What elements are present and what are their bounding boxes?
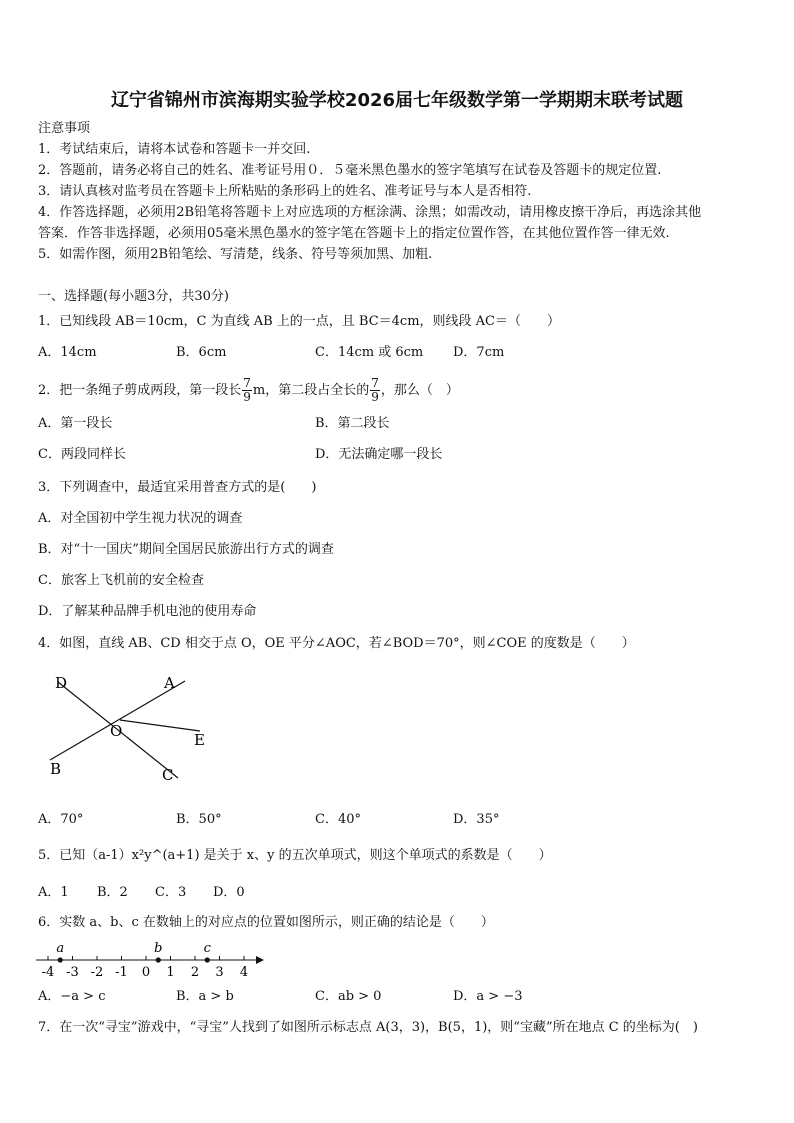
point-c	[205, 957, 210, 962]
section-heading: 一、选择题(每小题3分，共30分)	[38, 289, 229, 304]
q5-option-b[interactable]: B．2	[97, 885, 128, 900]
q4-option-b[interactable]: B．50°	[176, 812, 222, 827]
ray-oe	[120, 720, 200, 731]
point-label-a: a	[56, 941, 65, 956]
axis-tick-label: -1	[115, 965, 128, 980]
q4-option-d[interactable]: D．35°	[453, 812, 500, 827]
note-item: 答案．作答非选择题，必须用05毫米黑色墨水的签字笔在答题卡上的指定位置作答，在其他位置作答一律无效.	[38, 226, 670, 241]
label-b: B	[50, 760, 62, 778]
question-3: 3．下列调查中，最适宜采用普查方式的是( )	[38, 480, 317, 495]
q3-option-c[interactable]: C．旅客上飞机前的安全检查	[38, 573, 204, 588]
q2-option-c[interactable]: C．两段同样长	[38, 447, 126, 462]
note-item: 4．作答选择题，必须用2B铅笔将答题卡上对应选项的方框涂满、涂黑；如需改动，请用橡皮擦干净后，再选涂其他	[38, 205, 702, 220]
q2-text-pre: 2．把一条绳子剪成两段，第一段长	[38, 383, 242, 398]
label-e: E	[194, 731, 205, 749]
q2-fraction-2	[370, 377, 380, 404]
q2-text-mid: m，第二段占全长的	[252, 383, 370, 398]
point-a	[58, 957, 63, 962]
label-a: A	[164, 674, 175, 692]
axis-tick-label: 3	[215, 965, 224, 980]
question-4: 4．如图，直线 AB、CD 相交于点 O，OE 平分∠AOC，若∠BOD＝70°，则∠COE 的度数是（ ）	[38, 636, 635, 651]
q5-option-c[interactable]: C．3	[155, 885, 187, 900]
axis-tick-label: -4	[41, 965, 55, 980]
question-5: 5．已知（a-1）x²y^(a+1) 是关于 x、y 的五次单项式，则这个单项式的系数是（ ）	[38, 848, 552, 863]
q2-option-a[interactable]: A．第一段长	[38, 416, 113, 431]
notes-heading: 注意事项	[38, 121, 91, 136]
q6-option-b[interactable]: B．a > b	[176, 989, 234, 1004]
note-item: 5．如需作图，须用2B铅笔绘、写清楚，线条、符号等须加黑、加粗.	[38, 247, 433, 262]
axis-tick-label: 4	[239, 965, 249, 980]
q5-option-d[interactable]: D．0	[213, 885, 245, 900]
point-label-c: c	[203, 941, 211, 956]
q2-frac1-den: 9	[243, 390, 251, 404]
q4-figure	[40, 668, 230, 786]
q2-frac1-num: 7	[243, 376, 251, 390]
question-7: 7．在一次“寻宝”游戏中，“寻宝”人找到了如图所示标志点 A(3，3)，B(5，1)，则“宝藏”所在地点 C 的坐标为( )	[38, 1020, 698, 1035]
axis-tick-label: -3	[66, 965, 79, 980]
axis-tick-label: 0	[141, 965, 151, 980]
q2-option-b[interactable]: B．第二段长	[315, 416, 390, 431]
q6-option-c[interactable]: C．ab > 0	[315, 989, 382, 1004]
q1-option-d[interactable]: D．7cm	[453, 345, 505, 360]
page-title: 辽宁省锦州市滨海期实验学校2026届七年级数学第一学期期末联考试题	[110, 90, 684, 111]
arrow-right-icon	[256, 956, 264, 964]
q1-option-a[interactable]: A．14cm	[38, 345, 97, 360]
note-item: 3．请认真核对监考员在答题卡上所粘贴的条形码上的姓名、准考证号与本人是否相符.	[38, 184, 532, 199]
axis-tick-label: 1	[166, 965, 175, 980]
label-o: O	[110, 722, 123, 740]
q2-frac2-den: 9	[371, 390, 379, 404]
question-6: 6．实数 a、b、c 在数轴上的对应点的位置如图所示，则正确的结论是（ ）	[38, 915, 494, 930]
question-1: 1．已知线段 AB＝10cm，C 为直线 AB 上的一点，且 BC＝4cm，则线段 AC＝（ ）	[38, 314, 560, 329]
note-item: 2．答题前，请务必将自己的姓名、准考证号用０．５毫米黑色墨水的签字笔填写在试卷及答题卡的规定位置.	[38, 163, 662, 178]
axis-tick-label: 2	[190, 965, 200, 980]
line-ab	[50, 681, 185, 760]
q5-option-a[interactable]: A．1	[38, 885, 69, 900]
q2-frac2-num: 7	[371, 376, 379, 390]
point-label-b: b	[154, 941, 163, 956]
q2-option-d[interactable]: D．无法确定哪一段长	[315, 447, 443, 462]
q6-option-a[interactable]: A．−a > c	[38, 989, 106, 1004]
q1-option-b[interactable]: B．6cm	[176, 345, 227, 360]
label-d: D	[55, 674, 68, 692]
q3-option-a[interactable]: A．对全国初中学生视力状况的调查	[38, 511, 243, 526]
question-2	[38, 377, 459, 404]
q6-number-line	[34, 936, 264, 980]
point-b	[156, 957, 161, 962]
q2-text-post: ，那么（ ）	[380, 383, 459, 398]
q4-option-c[interactable]: C．40°	[315, 812, 361, 827]
q4-option-a[interactable]: A．70°	[38, 812, 84, 827]
axis-tick-label: -2	[90, 965, 104, 980]
note-item: 1．考试结束后，请将本试卷和答题卡一并交回.	[38, 142, 311, 157]
q1-option-c[interactable]: C．14cm 或 6cm	[315, 345, 424, 360]
label-c: C	[162, 766, 174, 784]
q6-option-d[interactable]: D．a > −3	[453, 989, 523, 1004]
q2-fraction-1	[242, 377, 252, 404]
q3-option-b[interactable]: B．对“十一国庆”期间全国居民旅游出行方式的调查	[38, 542, 334, 557]
q3-option-d[interactable]: D．了解某种品牌手机电池的使用寿命	[38, 604, 257, 619]
